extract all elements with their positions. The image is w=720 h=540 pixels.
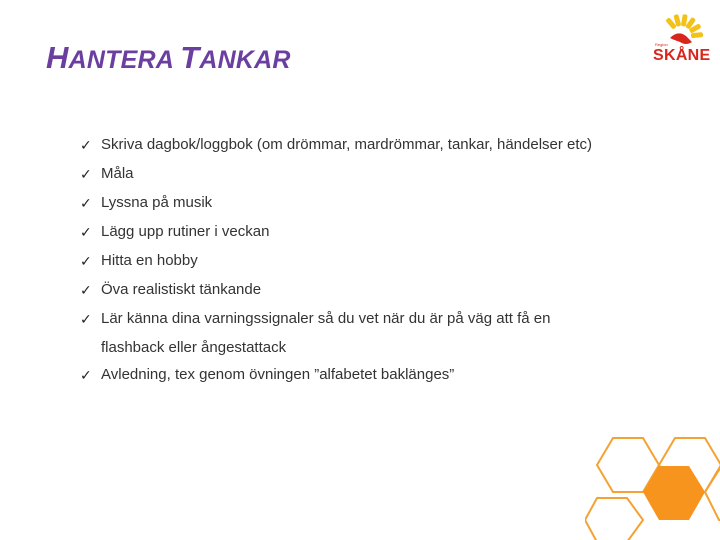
list-item-text: Skriva dagbok/loggbok (om drömmar, mardrömmar, tankar, händelser etc) <box>101 136 593 153</box>
list-item <box>80 165 680 183</box>
list-item-text-continued: flashback eller ångestattack <box>101 339 287 356</box>
list-item-text: Lyssna på musik <box>101 194 213 211</box>
list-item-text: Lägg upp rutiner i veckan <box>101 223 270 240</box>
checkmark-icon: ✓ <box>80 367 92 383</box>
title-rest-1: ANTERA <box>68 46 181 74</box>
title-initial-t: T <box>180 40 200 75</box>
checkmark-icon: ✓ <box>80 166 92 182</box>
page-title <box>46 40 291 76</box>
logo-skane-text: SKÅNE <box>653 47 711 64</box>
list-item <box>80 281 680 299</box>
list-item <box>80 366 680 384</box>
checkmark-icon: ✓ <box>80 311 92 327</box>
hexagon-decoration-icon <box>585 430 720 540</box>
list-item-text: Avledning, tex genom övningen ”alfabetet baklänges” <box>101 366 455 383</box>
checklist <box>80 136 680 395</box>
list-item <box>80 136 680 154</box>
logo-region-text: Region <box>655 42 668 47</box>
title-rest-2: ANKAR <box>199 46 291 74</box>
list-item <box>80 310 680 357</box>
title-initial-h: H <box>46 40 69 75</box>
checkmark-icon: ✓ <box>80 253 92 269</box>
list-item <box>80 223 680 241</box>
list-item-text: Lär känna dina varningssignaler så du vet när du är på väg att få en <box>101 310 551 327</box>
checkmark-icon: ✓ <box>80 137 92 153</box>
list-item <box>80 194 680 212</box>
list-item-text: Måla <box>101 165 134 182</box>
checkmark-icon: ✓ <box>80 195 92 211</box>
checkmark-icon: ✓ <box>80 282 92 298</box>
checkmark-icon: ✓ <box>80 224 92 240</box>
list-item-text: Hitta en hobby <box>101 252 198 269</box>
list-item <box>80 252 680 270</box>
list-item-text: Öva realistiskt tänkande <box>101 281 262 298</box>
